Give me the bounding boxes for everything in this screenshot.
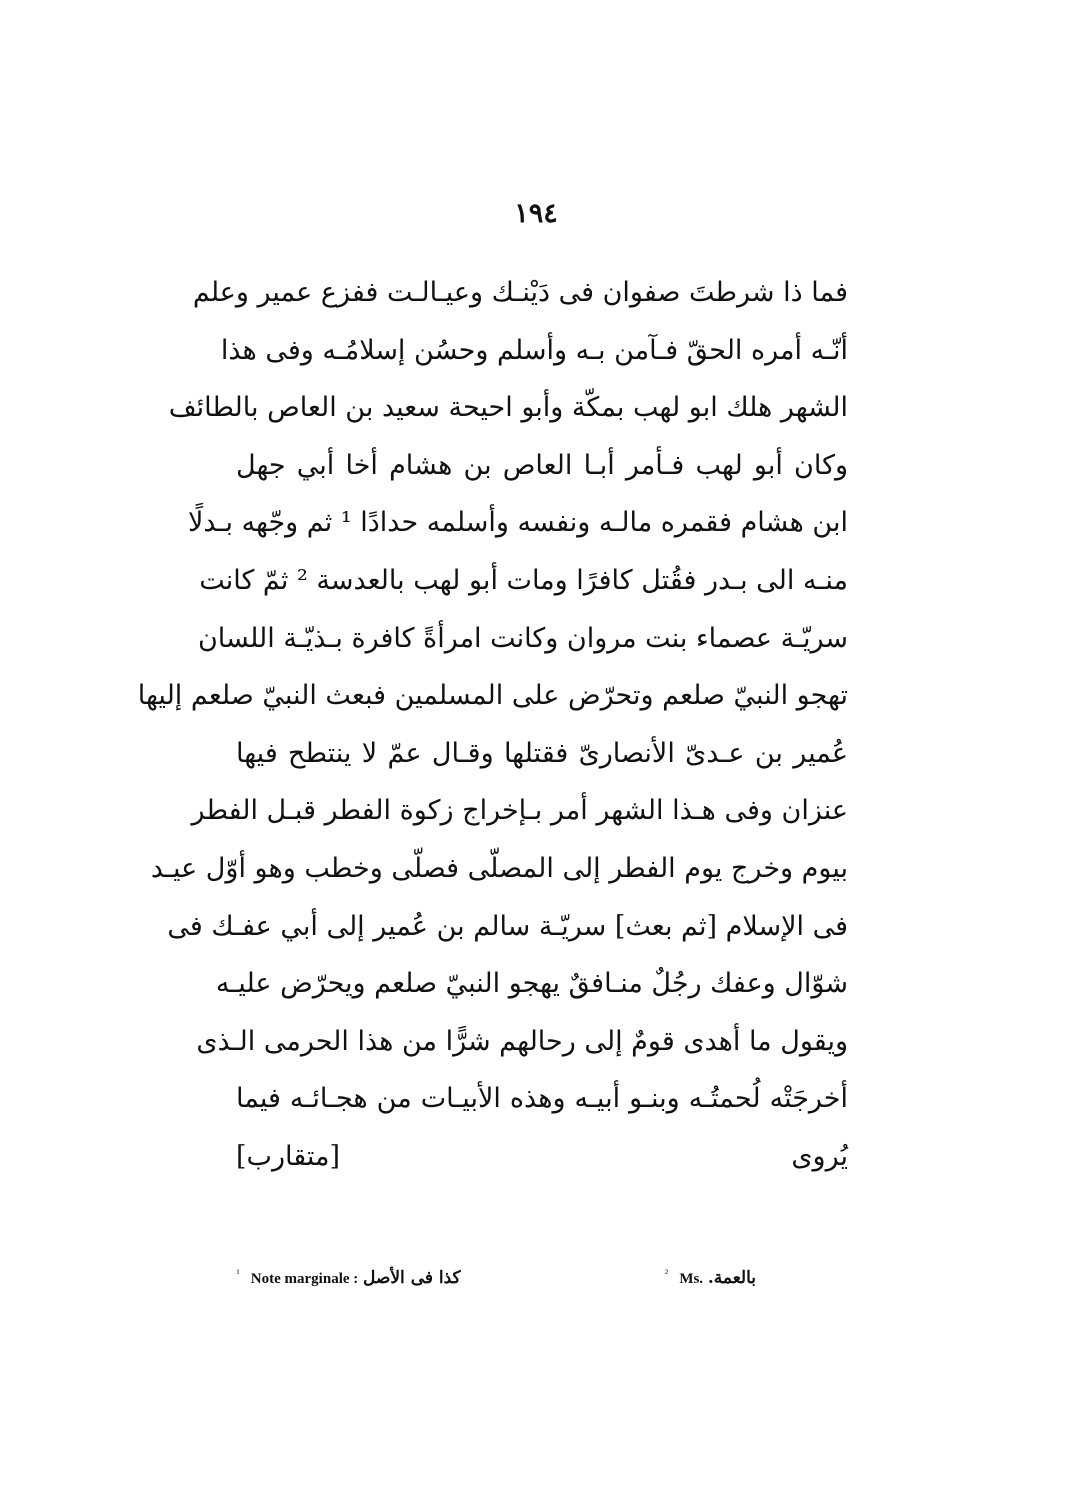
text-line-4: وكان أبو لهب فـأمر أبـا العاص بن هشام أخا أبي جهل <box>236 449 848 481</box>
footnote-1-text: كذا فى الأصل <box>363 1268 461 1288</box>
meter-label: [متقارب] <box>236 1140 341 1172</box>
text-line-12: فى الإسلام [ثم بعث] سريّـة سالم بن عُمير إلى أبي عفـك فى <box>167 910 848 942</box>
text-line-3: الشهر هلك ابو لهب بمكّة وأبو احيحة سعيد بن العاص بالطائف <box>168 392 848 424</box>
text-line-14: ويقول ما أهدى قومٌ إلى رحالهم شرًّا من هذا الحرمى الـذى <box>196 1025 848 1057</box>
footnote-2-text: بالعمة. <box>707 1268 756 1288</box>
page-number: ١٩٤ <box>514 198 558 229</box>
text-line-2: أنّـه أمره الحقّ فـآمن بـه وأسلم وحسُن إسلامُـه وفى هذا <box>220 334 848 366</box>
text-line-9: عُمير بن عـدىّ الأنصارىّ فقتلها وقـال عمّ لا ينتطح فيها <box>236 737 848 769</box>
body-text <box>137 264 848 1186</box>
text-line-7: سريّـة عصماء بنت مروان وكانت امرأةً كافرة بـذيّـة اللسان <box>197 622 848 654</box>
text-line-1: فما ذا شرطتَ صفوان فى دَيْنـك وعيـالـت ففزع عمير وعلم <box>192 277 848 308</box>
text-line-15: أخرجَتْه لُحمتُـه وبنـو أبيـه وهذه الأبيـات من هجـائـه فيما <box>236 1083 848 1115</box>
footnote-2-label: Ms. <box>679 1271 704 1287</box>
text-line-13: شوّال وعفك رجُلٌ منـافقٌ يهجو النبيّ صلعم ويحرّض عليـه <box>215 968 848 1000</box>
footnote-2 <box>665 1260 756 1290</box>
text-line-6: منـه الى بـدر فقُتل كافرًا ومات أبو لهب بالعدسة ² ثمّ كانت <box>199 564 848 596</box>
last-line-text: يُروى <box>791 1140 848 1172</box>
text-line-5: ابن هشام فقمره مالـه ونفسه وأسلمه حدادًا ¹ ثم وجّهه بـدلًا <box>187 507 848 539</box>
footnote-1-label: Note marginale : <box>250 1271 359 1287</box>
text-line-16 <box>236 1128 848 1186</box>
text-line-10: عنزان وفى هـذا الشهر أمر بـإخراج زكوة الفطر قبـل الفطر <box>191 795 848 827</box>
text-line-11: بيوم وخرج يوم الفطر إلى المصلّى فصلّى وخطب وهو أوّل عيـد <box>150 852 848 884</box>
footnote-2-marker: ² <box>664 1269 669 1280</box>
footnote-1-marker: ¹ <box>236 1269 241 1280</box>
footnote-1 <box>236 1260 461 1290</box>
text-line-8: تهجو النبيّ صلعم وتحرّض على المسلمين فبعث النبيّ صلعم إليها <box>137 680 848 712</box>
footnotes <box>236 1260 756 1290</box>
